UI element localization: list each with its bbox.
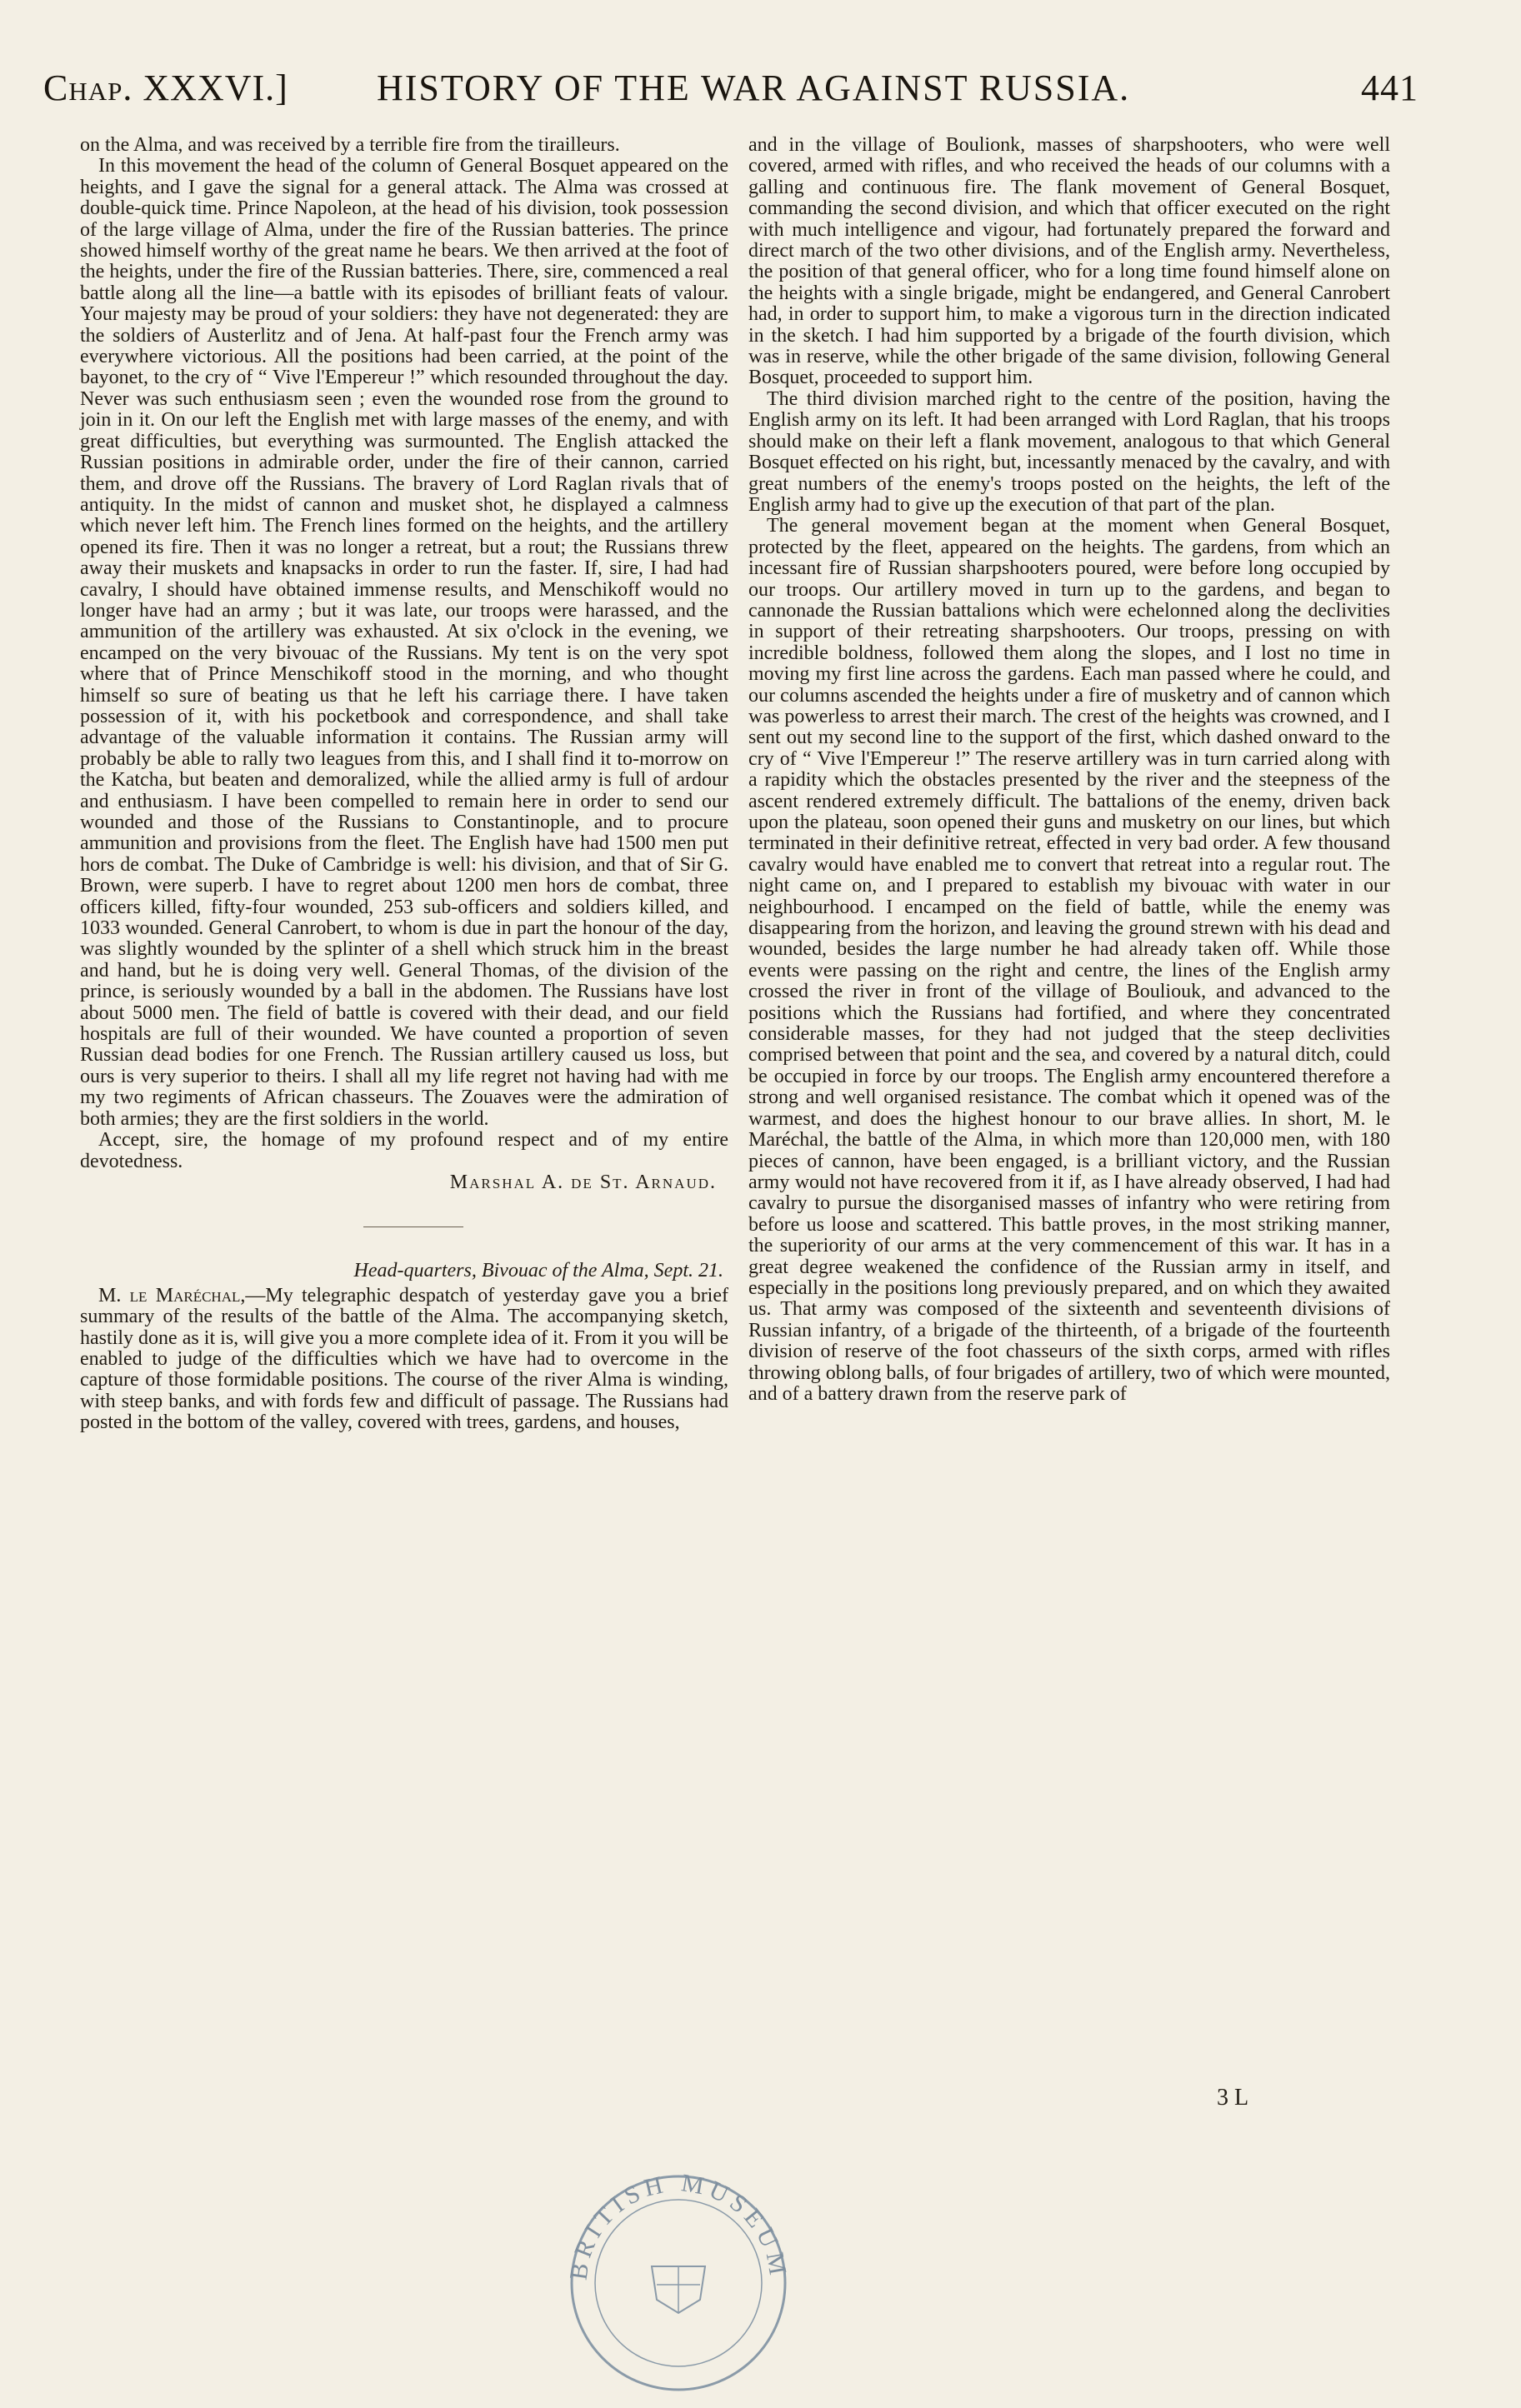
paragraph: and in the village of Boulionk, masses of sharpshooters, who were well covered, armed with rifles, and who received the heads of our columns with a galling and continuous fire. The flank movement of General Bosquet, commanding the second division, and which that officer executed on the right with much intelligence and vigour, had fortunately prepared the forward and direct march of the two other divisions, and of the English army. Nevertheless, the position of that general officer, who for a long time found himself alone on the heights with a single brigade, might be endangered, and General Canrobert had, in order to support him, to make a vigorous turn in the direction indicated in the sketch. I had him supported by a brigade of the fourth division, which was in reserve, while the other brigade of the same division, following General Bosquet, proceeded to support him.: [748, 134, 1390, 389]
chapter-label: Chap. XXXVI.]: [43, 67, 288, 108]
crest-cross-icon: [657, 2266, 700, 2313]
page-title: HISTORY OF THE WAR AGAINST RUSSIA.: [377, 67, 1131, 108]
section-divider: [363, 1226, 463, 1227]
paragraph: In this movement the head of the column of General Bosquet appeared on the heights, and I gave the signal for a general attack. The Alma was crossed at double-quick time. Prince Napoleon, at the head of his division, took possession of the large village of Alma, under the fire of the Russian batteries. The prince showed himself worthy of the great name he bears. We then arrived at the foot of the heights, under the fire of the Russian batteries. There, sire, commenced a real battle along all the line—a battle with its episodes of brilliant feats of valour. Your majesty may be proud of your soldiers: they have not degenerated: they are the soldiers of Austerlitz and of Jena. At half-past four the French army was everywhere victorious. All the positions had been carried, at the point of the bayonet, to the cry of “ Vive l'Empereur !” which resounded throughout the day. Never was such enthusiasm seen ; even the wounded rose from the ground to join in it. On our left the English met with large masses of the enemy, and with great difficulties, but everything was surmounted. The English attacked the Russian positions in admirable order, under the fire of their cannon, carried them, and drove off the Russians. The bravery of Lord Raglan rivals that of antiquity. In the midst of cannon and musket shot, he displayed a calmness which never left him. The French lines formed on the heights, and the artillery opened its fire. Then it was no longer a retreat, but a rout; the Russians threw away their muskets and knapsacks in order to run the faster. If, sire, I had had cavalry, I should have obtained immense results, and Menschikoff would no longer have had an army ; but it was late, our troops were harassed, and the ammunition of the artillery was exhausted. At six o'clock in the evening, we encamped on the very bivouac of the Russians. My tent is on the very spot where that of Prince Menschikoff stood in the morning, and who thought himself so sure of beating us that he left his carriage there. I have taken possession of it, with his pocketbook and correspondence, and shall take advantage of the valuable information it contains. The Russian army will probably be able to rally two leagues from this, and I shall find it to-morrow on the Katcha, but beaten and demoralized, while the allied army is full of ardour and enthusiasm. I have been compelled to remain here in order to send our wounded and those of the Russians to Constantinople, and to procure ammunition and provisions from the fleet. The English have had 1500 men put hors de combat. The Duke of Cambridge is well: his division, and that of Sir G. Brown, were superb. I have to regret about 1200 men hors de combat, three officers killed, fifty-four wounded, 253 sub-officers and soldiers killed, and 1033 wounded. General Canrobert, to whom is due in part the honour of the day, was slightly wounded by the splinter of a shell which struck him in the breast and hand, but he is doing very well. General Thomas, of the division of the prince, is seriously wounded by a ball in the abdomen. The Russians have lost about 5000 men. The field of battle is covered with their dead, and our field hospitals are full of their wounded. We have counted a proportion of seven Russian dead bodies for one French. The Russian artillery caused us loss, but ours is very superior to theirs. I shall all my life regret not having had with me my two regiments of African chasseurs. The Zouaves were the admiration of both armies; they are the first soldiers in the world.: [80, 155, 728, 1130]
signature-mark: 3 L: [1217, 2085, 1249, 2111]
library-stamp: [553, 2158, 803, 2408]
page-number: 441: [1361, 67, 1418, 108]
salutation: M. le Maréchal,: [98, 1284, 246, 1306]
left-column: [80, 135, 728, 1434]
letter-signature: Marshal A. de St. Arnaud.: [449, 1171, 717, 1193]
paragraph-body: —My telegraphic despatch of yesterday gave you a brief summary of the results of the battle of the Alma. The accompanying sketch, hastily done as it is, will give you a more complete idea of it. From it you will be enabled to judge of the difficulties which we have had to overcome in the capture of those formidable positions. The course of the river Alma is winding, with steep banks, and with fords few and difficult of passage. The Russians had posted in the bottom of the valley, covered with trees, gardens, and houses,: [80, 1284, 728, 1434]
dateline: Head-quarters, Bivouac of the Alma, Sept. 21.: [353, 1260, 723, 1282]
paragraph: [80, 1286, 728, 1434]
right-column: [748, 135, 1390, 1405]
stamp-text: BRITISH MUSEUM: [564, 2169, 793, 2282]
paragraph: The general movement began at the moment when General Bosquet, protected by the fleet, appeared on the heights. The gardens, from which an incessant fire of Russian sharpshooters poured, were before long occupied by our troops. Our artillery moved in turn up to the gardens, and began to cannonade the Russian battalions which were echelonned along the declivities in support of their retreating sharpshooters. Our troops, pressing on with incredible boldness, followed them along the slopes, and I lost no time in moving my first line across the gardens. Each man passed where he could, and our columns ascended the heights under a fire of musketry and of cannon which was powerless to arrest their march. The crest of the heights was crowned, and I sent out my second line to the support of the first, which dashed onward to the cry of “ Vive l'Empereur !” The reserve artillery was in turn carried along with a rapidity which the obstacles presented by the river and the steepness of the ascent rendered extremely difficult. The battalions of the enemy, driven back upon the plateau, soon opened their guns and musketry on our lines, but which terminated in their definitive retreat, effected in very bad order. A few thousand cavalry would have enabled me to convert that retreat into a regular rout. The night came on, and I prepared to establish my bivouac with water in our neighbourhood. I encamped on the field of battle, while the enemy was disappearing from the horizon, and leaving the ground strewn with his dead and wounded, besides the large number he had already taken off. While those events were passing on the right and centre, the lines of the English army crossed the river in front of the village of Bouliouk, and advanced to the positions which the Russians had fortified, and where they concentrated considerable masses, for they had not judged that the steep declivities comprised between that point and the sea, and covered by a natural ditch, could be occupied in force by our troops. The English army encountered therefore a strong and well organised resistance. The combat which it opened was of the warmest, and does the highest honour to our brave allies. In short, M. le Maréchal, the battle of the Alma, in which more than 120,000 men, with 180 pieces of cannon, have been engaged, is a brilliant victory, and the Russian army would not have recovered from it if, as I have already observed, I had had cavalry to pursue the disorganised masses of infantry who were retiring from before us loose and scattered. This battle proves, in the most striking manner, the superiority of our arms at the very commencement of this war. It has in a great degree weakened the confidence of the Russian army in itself, and especially in the positions long previously prepared, and on which they awaited us. That army was composed of the sixteenth and seventeenth divisions of Russian infantry, of a brigade of the thirteenth, of a brigade of the fourteenth division of reserve of the foot chasseurs of the sixth corps, armed with rifles throwing oblong balls, of four brigades of artillery, two of which were mounted, and of a battery drawn from the reserve park of: [748, 515, 1390, 1405]
paragraph: on the Alma, and was received by a terrible fire from the tirailleurs.: [80, 134, 620, 156]
running-header: [43, 67, 1418, 117]
paragraph: The third division marched right to the centre of the position, having the English army on its left. It had been arranged with Lord Raglan, that his troops should make on their left a flank movement, analogous to that which General Bosquet effected on his right, but, incessantly menaced by the cavalry, and with great numbers of the enemy's troops posted on the heights, the left of the English army had to give up the execution of that part of the plan.: [748, 387, 1390, 516]
letter-closing: Accept, sire, the homage of my profound respect and of my entire devotedness.: [80, 1129, 728, 1172]
